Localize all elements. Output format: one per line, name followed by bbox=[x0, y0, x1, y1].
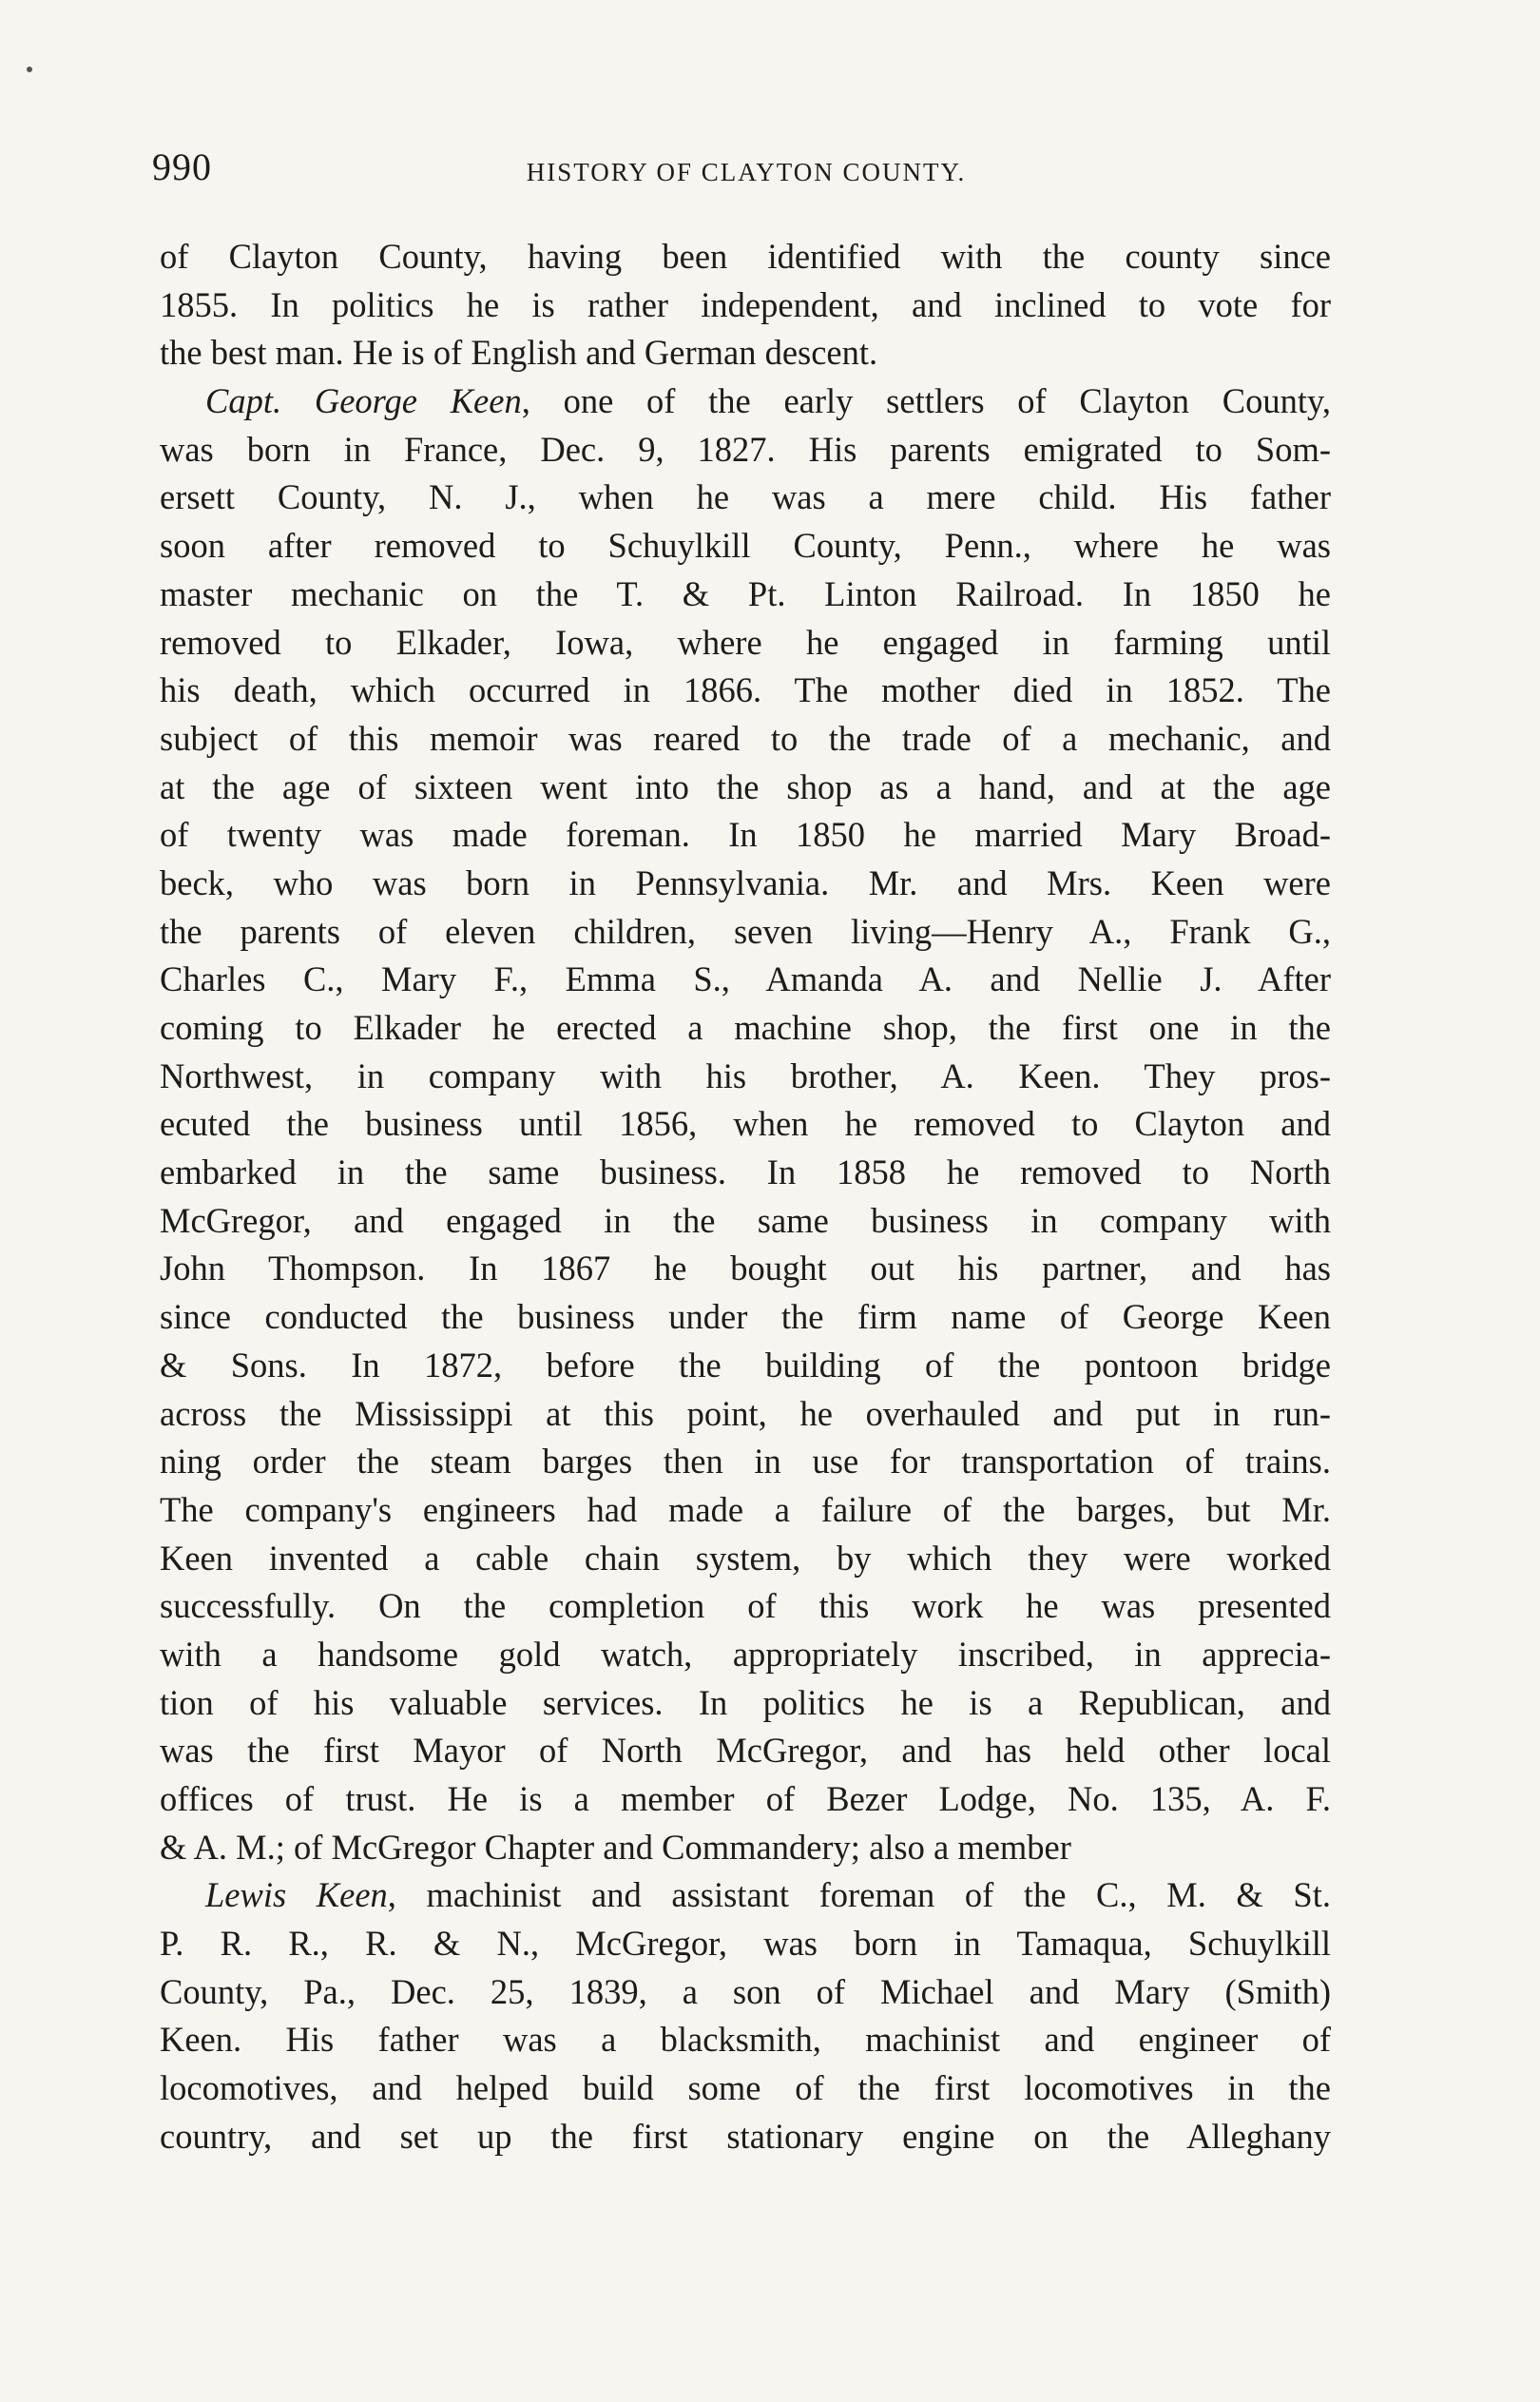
text-line: his death, which occurred in 1866. The mother died in 1852. The bbox=[160, 670, 1331, 710]
text-line: embarked in the same business. In 1858 he removed to North bbox=[160, 1153, 1331, 1192]
text-line: country, and set up the first stationary engine on the Alleghany bbox=[160, 2116, 1331, 2156]
text-line: Charles C., Mary F., Emma S., Amanda A. and Nellie J. After bbox=[160, 959, 1331, 999]
text-line: offices of trust. He is a member of Bezer Lodge, No. 135, A. F. bbox=[160, 1779, 1331, 1818]
text-line: Keen invented a cable chain system, by which they were worked bbox=[160, 1538, 1331, 1578]
paragraph-george-keen bbox=[160, 378, 1331, 1871]
text-line: 1855. In politics he is rather independent, and inclined to vote for bbox=[160, 284, 1331, 324]
text-line: P. R. R., R. & N., McGregor, was born in Tamaqua, Schuylkill bbox=[160, 1924, 1331, 1964]
paragraph-continuation bbox=[160, 233, 1331, 378]
text-line: soon after removed to Schuylkill County, Penn., where he was bbox=[160, 526, 1331, 566]
text-line bbox=[160, 1871, 1331, 1920]
text-span: , one of the early settlers of Clayton County, bbox=[521, 381, 1331, 421]
text-line: was born in France, Dec. 9, 1827. His parents emigrated to Som- bbox=[160, 429, 1331, 469]
text-line: tion of his valuable services. In politics he is a Republican, and bbox=[160, 1682, 1331, 1722]
text-line: subject of this memoir was reared to the trade of a mechanic, and bbox=[160, 718, 1331, 758]
text-span: , machinist and assistant foreman of the C., M. & St. bbox=[387, 1875, 1331, 1915]
text-line: of twenty was made foreman. In 1850 he married Mary Broad- bbox=[160, 815, 1331, 855]
page-speck bbox=[27, 67, 32, 72]
text-line bbox=[160, 378, 1331, 426]
text-line: Northwest, in company with his brother, A. Keen. They pros- bbox=[160, 1056, 1331, 1095]
text-line: the parents of eleven children, seven living—Henry A., Frank G., bbox=[160, 911, 1331, 951]
text-line: since conducted the business under the firm name of George Keen bbox=[160, 1297, 1331, 1337]
text-line: across the Mississippi at this point, he overhauled and put in run- bbox=[160, 1393, 1331, 1433]
text-line: & A. M.; of McGregor Chapter and Commandery; also a member bbox=[160, 1827, 1071, 1867]
text-line: ecuted the business until 1856, when he removed to Clayton and bbox=[160, 1104, 1331, 1144]
biography-name: Lewis Keen bbox=[205, 1875, 388, 1915]
text-line: successfully. On the completion of this work he was presented bbox=[160, 1586, 1331, 1626]
text-line: McGregor, and engaged in the same business in company with bbox=[160, 1200, 1331, 1240]
body-text bbox=[160, 233, 1331, 2161]
text-line: locomotives, and helped build some of the first locomotives in the bbox=[160, 2068, 1331, 2108]
text-line: & Sons. In 1872, before the building of the pontoon bridge bbox=[160, 1345, 1331, 1385]
running-title: HISTORY OF CLAYTON COUNTY. bbox=[526, 158, 967, 186]
text-line: master mechanic on the T. & Pt. Linton Railroad. In 1850 he bbox=[160, 573, 1331, 613]
text-line: with a handsome gold watch, appropriately inscribed, in apprecia- bbox=[160, 1634, 1331, 1674]
text-line: The company's engineers had made a failure of the barges, but Mr. bbox=[160, 1489, 1331, 1529]
text-line: at the age of sixteen went into the shop as a hand, and at the age bbox=[160, 766, 1331, 806]
page-number: 990 bbox=[152, 145, 212, 188]
text-line: was the first Mayor of North McGregor, and has held other local bbox=[160, 1731, 1331, 1771]
text-line: County, Pa., Dec. 25, 1839, a son of Michael and Mary (Smith) bbox=[160, 1971, 1331, 2011]
text-line: of Clayton County, having been identified with the county since bbox=[160, 237, 1331, 276]
paragraph-lewis-keen bbox=[160, 1871, 1331, 2160]
text-line: removed to Elkader, Iowa, where he engaged in farming until bbox=[160, 622, 1331, 662]
text-line: ersett County, N. J., when he was a mere child. His father bbox=[160, 477, 1331, 517]
biography-name: Capt. George Keen bbox=[205, 381, 522, 421]
text-line: coming to Elkader he erected a machine shop, the first one in the bbox=[160, 1008, 1331, 1047]
text-line: ning order the steam barges then in use for transportation of trains. bbox=[160, 1442, 1331, 1482]
text-line: the best man. He is of English and German descent. bbox=[160, 333, 878, 373]
page-header bbox=[152, 145, 1340, 202]
text-line: beck, who was born in Pennsylvania. Mr. and Mrs. Keen were bbox=[160, 862, 1331, 902]
text-line: Keen. His father was a blacksmith, machinist and engineer of bbox=[160, 2020, 1331, 2060]
text-line: John Thompson. In 1867 he bought out his partner, and has bbox=[160, 1249, 1331, 1288]
